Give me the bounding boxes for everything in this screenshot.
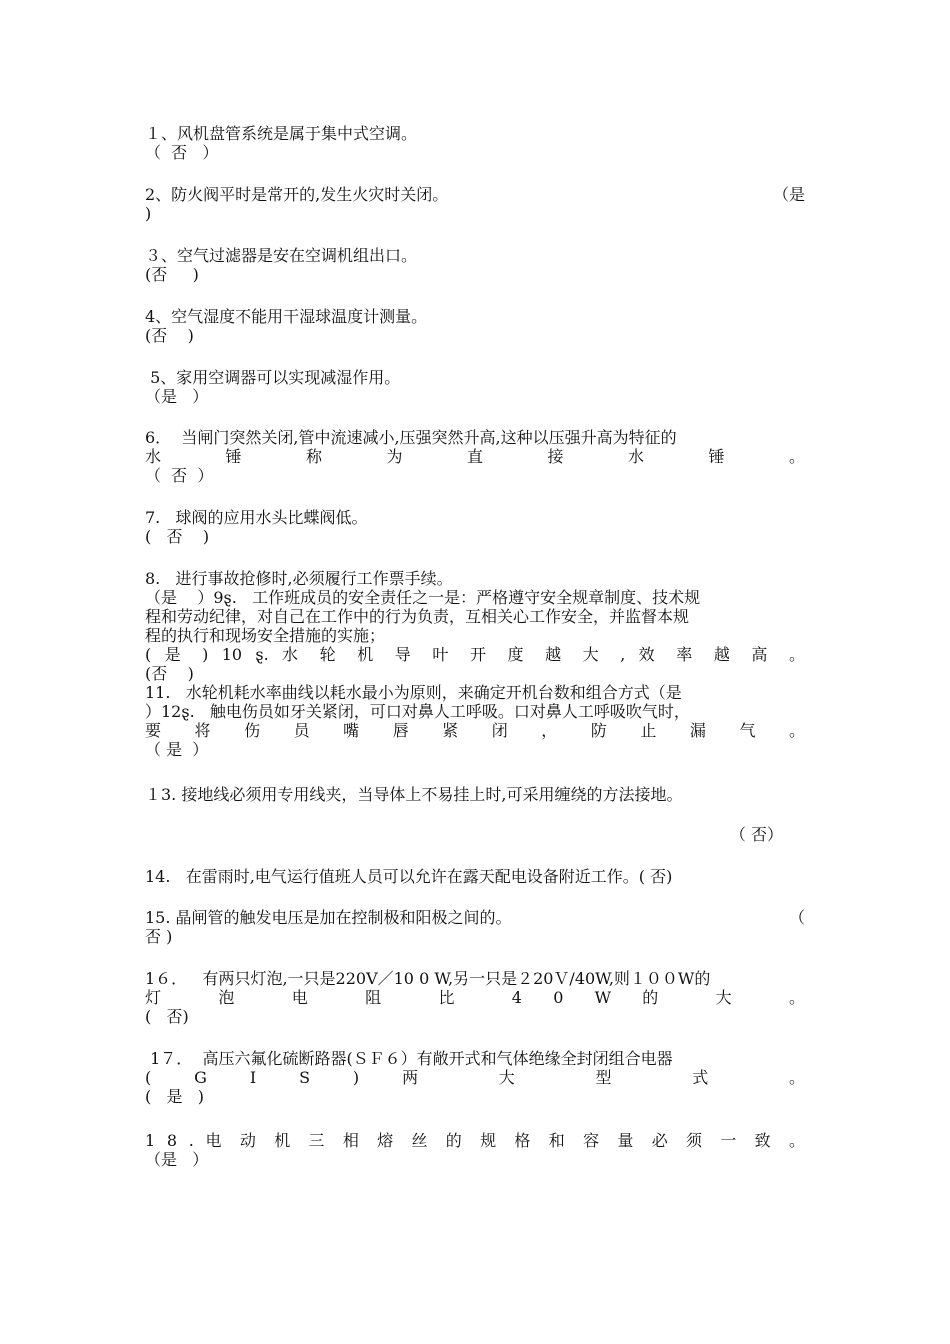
question-14-text: 14. 在雷雨时,电气运行值班人员可以允许在露天配电设备附近工作。( 否)	[145, 867, 673, 886]
question-2-answer-close: )	[145, 204, 152, 223]
question-6-answer: （ 否 ）	[145, 466, 214, 485]
question-6-text-cont: 水 锤 称 为 直 接 水 锤 。	[145, 447, 805, 466]
question-9-text-cont-1: 程和劳动纪律，对自己在工作中的行为负责，互相关心工作安全，并监督本规	[145, 607, 690, 626]
question-16-text-cont: 灯 泡 电 阻 比 4 0 W 的 大 。	[145, 988, 805, 1007]
question-5-answer: （是 ）	[145, 387, 209, 406]
question-16-text: 1６． 有两只灯泡,一只是220V／10 0 W,另一只是２20Ｖ/40W,则１００W的	[145, 969, 711, 988]
question-4-text: 4、空气湿度不能用干湿球温度计测量。	[145, 307, 428, 326]
question-11-text: 11. 水轮机耗水率曲线以耗水最小为原则，来确定开机台数和组合方式（是	[145, 683, 682, 702]
question-4-answer: (否 )	[145, 326, 194, 345]
question-17-text-cont: ( G I S ) 两 大 型 式 。	[145, 1068, 805, 1087]
question-12-text-cont: 要 将 伤 员 嘴 唇 紧 闭 ， 防 止 漏 气 。	[145, 721, 805, 740]
question-8-text: 8. 进行事故抢修时,必须履行工作票手续。	[145, 569, 453, 588]
question-1-answer: （ 否 ）	[145, 143, 219, 162]
question-18-answer: （是 ）	[145, 1150, 209, 1169]
question-12-text: ）12ȿ. 触电伤员如牙关紧闭，可口对鼻人工呼吸。口对鼻人工呼吸吹气时，	[145, 702, 690, 721]
question-12-answer: （ 是 ）	[145, 740, 209, 759]
question-10-answer: (否 )	[145, 664, 194, 683]
question-1-text: １、风机盘管系统是属于集中式空调。	[145, 124, 418, 143]
question-13-answer: （ 否）	[729, 825, 783, 844]
question-15-answer-close: 否 )	[145, 927, 173, 946]
question-5-text: 5、家用空调器可以实现减湿作用。	[145, 368, 401, 387]
question-9-text-cont-2: 程的执行和现场安全措施的实施；	[145, 626, 386, 645]
question-6-text: 6． 当闸门突然关闭,管中流速减小,压强突然升高,这种以压强升高为特征的	[145, 428, 677, 447]
question-15-text: 15. 晶闸管的触发电压是加在控制极和阳极之间的。	[145, 908, 512, 927]
question-3-answer: (否 )	[145, 265, 199, 284]
question-16-answer: ( 否)	[145, 1007, 189, 1026]
question-10-text: ( 是 ) 10 ȿ. 水 轮 机 导 叶 开 度 越 大 , 效 率 越 高 。	[145, 645, 805, 664]
question-13-text: １3. 接地线必须用专用线夹，当导体上不易挂上时,可采用缠绕的方法接地。	[145, 785, 683, 804]
question-2-answer-open: （是	[772, 185, 805, 204]
question-15-answer-open: （	[788, 908, 805, 927]
question-3-text: ３、空气过滤器是安在空调机组出口。	[145, 246, 418, 265]
question-7-answer: ( 否 )	[145, 527, 210, 546]
question-9-text: （是 ）9ȿ. 工作班成员的安全责任之一是：严格遵守安全规章制度、技术规	[145, 588, 701, 607]
question-7-text: 7. 球阀的应用水头比蝶阀低。	[145, 508, 368, 527]
question-18-text: 1 8 . 电 动 机 三 相 熔 丝 的 规 格 和 容 量 必 须 一 致 。	[145, 1131, 805, 1150]
question-2-text: 2、防火阀平时是常开的,发生火灾时关闭。	[145, 185, 449, 204]
question-17-text: 1７． 高压六氟化硫断路器(ＳＦ６）有敞开式和气体绝缘全封闭组合电器	[145, 1049, 673, 1068]
question-17-answer: ( 是 )	[145, 1087, 205, 1106]
